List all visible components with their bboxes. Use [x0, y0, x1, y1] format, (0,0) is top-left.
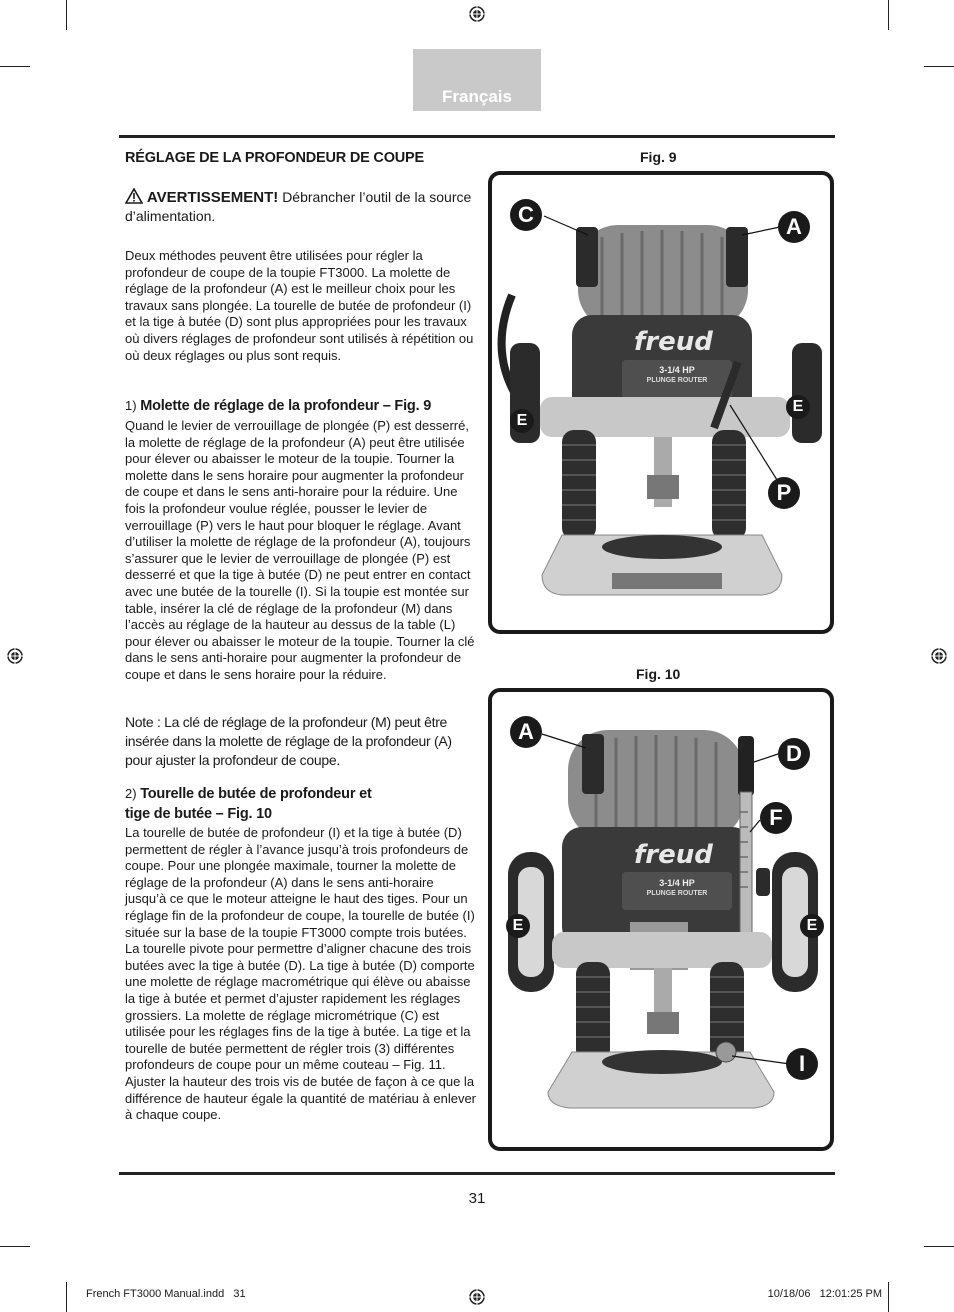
warning-block	[125, 188, 475, 226]
fig10-callout-d: D	[778, 738, 810, 770]
crop-mark	[66, 1282, 67, 1312]
method1-body: Quand le levier de verrouillage de plongée (P) est desserré, la molette de réglage de la profondeur (A) peut être utilisée pour élever ou abaisser le moteur de la toupie. Tourner la molette dans le sens horaire pour augmenter la profondeur de coupe et dans le sens anti-horaire pour la réduire. Une fois la profondeur voulue réglée, pousser le levier de verrouillage (P) vers le haut pour bloquer le réglage. Avant d’utiliser la molette de réglage de la profondeur (A), toujours s’assurer que le levier de verrouillage de plongée (P) est desserré et que la tige à butée (D) ne peut entrer en contact avec une butée de la tourelle (I). Si la toupie est montée sur table, insérer la clé de réglage de la profondeur (M) dans l’accès au réglage de la hauteur au dessus de la table (L) pour élever ou abaisser le moteur de la toupie. Tourner la clé dans le sens anti-horaire pour augmenter la profondeur de coupe et dans le sens horaire pour la réduire.	[125, 418, 475, 682]
method2-number: 2)	[125, 786, 137, 801]
fig10-badge-line2: PLUNGE ROUTER	[646, 890, 708, 897]
method1-number: 1)	[125, 398, 137, 413]
registration-mark-icon	[930, 647, 948, 665]
warning-label: AVERTISSEMENT!	[146, 189, 279, 206]
fig10-callout-e-left: E	[506, 914, 530, 938]
fig10-brand-logo: freud	[634, 840, 713, 870]
method1-heading	[125, 398, 477, 415]
language-tab-label: Français	[442, 87, 512, 106]
language-tab	[413, 49, 541, 111]
crop-mark	[0, 1246, 30, 1247]
fig10-frame	[488, 688, 834, 1151]
footer-timestamp: 10/18/06 12:01:25 PM	[767, 1288, 882, 1300]
fig10-caption: Fig. 10	[636, 666, 681, 682]
fig9-callout-e-left: E	[510, 409, 534, 433]
fig9-callout-c: C	[510, 199, 542, 231]
top-rule	[119, 135, 835, 138]
method2-body: La tourelle de butée de profondeur (I) et la tige à butée (D) permettent de régler à l’avance jusqu’à trois profondeurs de coupe. Pour une plongée maximale, tourner la molette de réglage de la profondeur (A) dans le sens anti-horaire jusqu’à ce que le moteur atteigne le haut des tiges. Pour un réglage fin de la profondeur de coupe, la tourelle de butée (I) située sur la base de la toupie FT3000 compte trois butées. La tourelle pivote pour permettre d’aligner chacune des trois butées avec la tige à butée (D). La tige à butée (D) comporte une molette de réglage macrométrique qui élève ou abaisse la tige à butée et permet d’ajuster rapidement les réglages grossiers. La molette de réglage micrométrique (C) est utilisée pour les réglages fins de la tige à butée. La tige et la tourelle de butée permettent de régler trois (3) différentes profondeurs de coupe pour un même couteau – Fig. 11. Ajuster la hauteur des trois vis de butée de façon à ce que la différence de hauteur égale la quantité de matériau à enlever à chaque coupe.	[125, 825, 477, 1123]
fig9-router-illustration	[492, 175, 830, 630]
page-number: 31	[468, 1190, 486, 1207]
fig9-brand-logo: freud	[634, 327, 713, 357]
fig9-callout-e-right: E	[786, 395, 810, 419]
fig10-callout-e-right: E	[800, 914, 824, 938]
method2-title-line2: tige de butée – Fig. 10	[125, 806, 272, 822]
registration-mark-icon	[468, 5, 486, 23]
registration-mark-icon	[468, 1288, 486, 1306]
fig10-badge-line1: 3-1/4 HP	[659, 878, 695, 888]
note-paragraph: Note : La clé de réglage de la profondeur (M) peut être insérée dans la molette de réglage de la profondeur (A) pour ajuster la profondeur de coupe.	[125, 714, 452, 768]
warning-text: Débrancher l’outil de la source d’alimentation.	[125, 189, 472, 224]
fig9-frame	[488, 171, 834, 634]
crop-mark	[924, 66, 954, 67]
fig10-callout-i: I	[786, 1048, 818, 1080]
warning-triangle-icon	[125, 188, 143, 204]
fig10-callout-f: F	[760, 802, 792, 834]
intro-paragraph: Deux méthodes peuvent être utilisées pour régler la profondeur de coupe de la toupie FT3000. La molette de réglage de la profondeur (A) est le meilleur choix pour les travaux sans plongée. La tourelle de butée de profondeur (I) et la tige à butée (D) sont plus appropriées pour les travaux où divers réglages de profondeur sont utilisés à répétition ou où deux réglages ou plus sont requis.	[125, 248, 474, 363]
method1-title: Molette de réglage de la profondeur – Fig. 9	[140, 398, 432, 414]
footer-file: French FT3000 Manual.indd 31	[86, 1288, 246, 1300]
fig9-caption: Fig. 9	[640, 149, 677, 165]
registration-mark-icon	[6, 647, 24, 665]
method2-title-line1: Tourelle de butée de profondeur et	[140, 786, 372, 802]
bottom-rule	[119, 1172, 835, 1175]
fig9-badge-line2: PLUNGE ROUTER	[646, 377, 708, 384]
fig10-callout-a: A	[510, 716, 542, 748]
method2-heading	[125, 784, 477, 824]
crop-mark	[0, 66, 30, 67]
fig9-callout-a: A	[778, 211, 810, 243]
crop-mark	[888, 0, 889, 30]
section-title: RÉGLAGE DE LA PROFONDEUR DE COUPE	[125, 150, 424, 166]
crop-mark	[888, 1282, 889, 1312]
fig9-badge-line1: 3-1/4 HP	[659, 365, 695, 375]
crop-mark	[66, 0, 67, 30]
crop-mark	[924, 1246, 954, 1247]
fig9-callout-p: P	[768, 477, 800, 509]
